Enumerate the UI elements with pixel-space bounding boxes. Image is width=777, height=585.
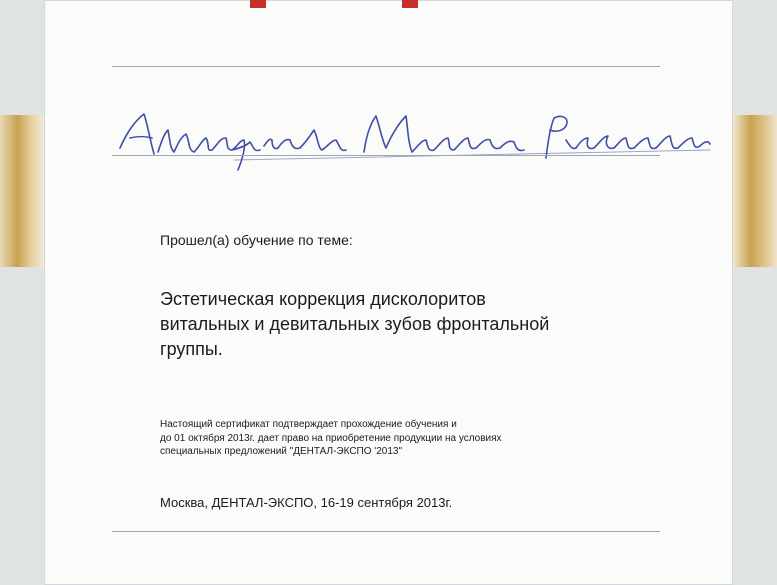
svg-text:Албердиева Мадина Руслановна: Албердиева Мадина Руслановна	[114, 100, 130, 101]
topic-line: Эстетическая коррекция дисколоритов	[160, 289, 486, 309]
right-margin	[733, 0, 777, 585]
course-topic	[160, 287, 640, 362]
note-line: специальных предложений "ДЕНТАЛ-ЭКСПО '2013"	[160, 446, 403, 457]
gold-ribbon-left	[0, 115, 44, 267]
left-margin	[0, 0, 44, 585]
bottom-rule	[112, 531, 660, 532]
place-and-date: Москва, ДЕНТАЛ-ЭКСПО, 16-19 сентября 2013г.	[160, 495, 453, 510]
topic-label: Прошел(а) обучение по теме:	[160, 232, 353, 248]
certificate-note	[160, 418, 640, 459]
topic-line: группы.	[160, 339, 223, 359]
topic-line: витальных и девитальных зубов фронтальной	[160, 314, 550, 334]
note-line: Настоящий сертификат подтверждает прохождение обучения и	[160, 419, 457, 430]
red-emblem-mark-left	[250, 0, 266, 8]
note-line: до 01 октября 2013г. дает право на приобретение продукции на условиях	[160, 432, 502, 444]
name-underline	[112, 155, 660, 156]
handwritten-name	[114, 100, 714, 180]
red-emblem-mark-right	[402, 0, 418, 8]
certificate-page	[44, 0, 733, 585]
top-rule	[112, 66, 660, 67]
gold-ribbon-right	[733, 115, 777, 267]
